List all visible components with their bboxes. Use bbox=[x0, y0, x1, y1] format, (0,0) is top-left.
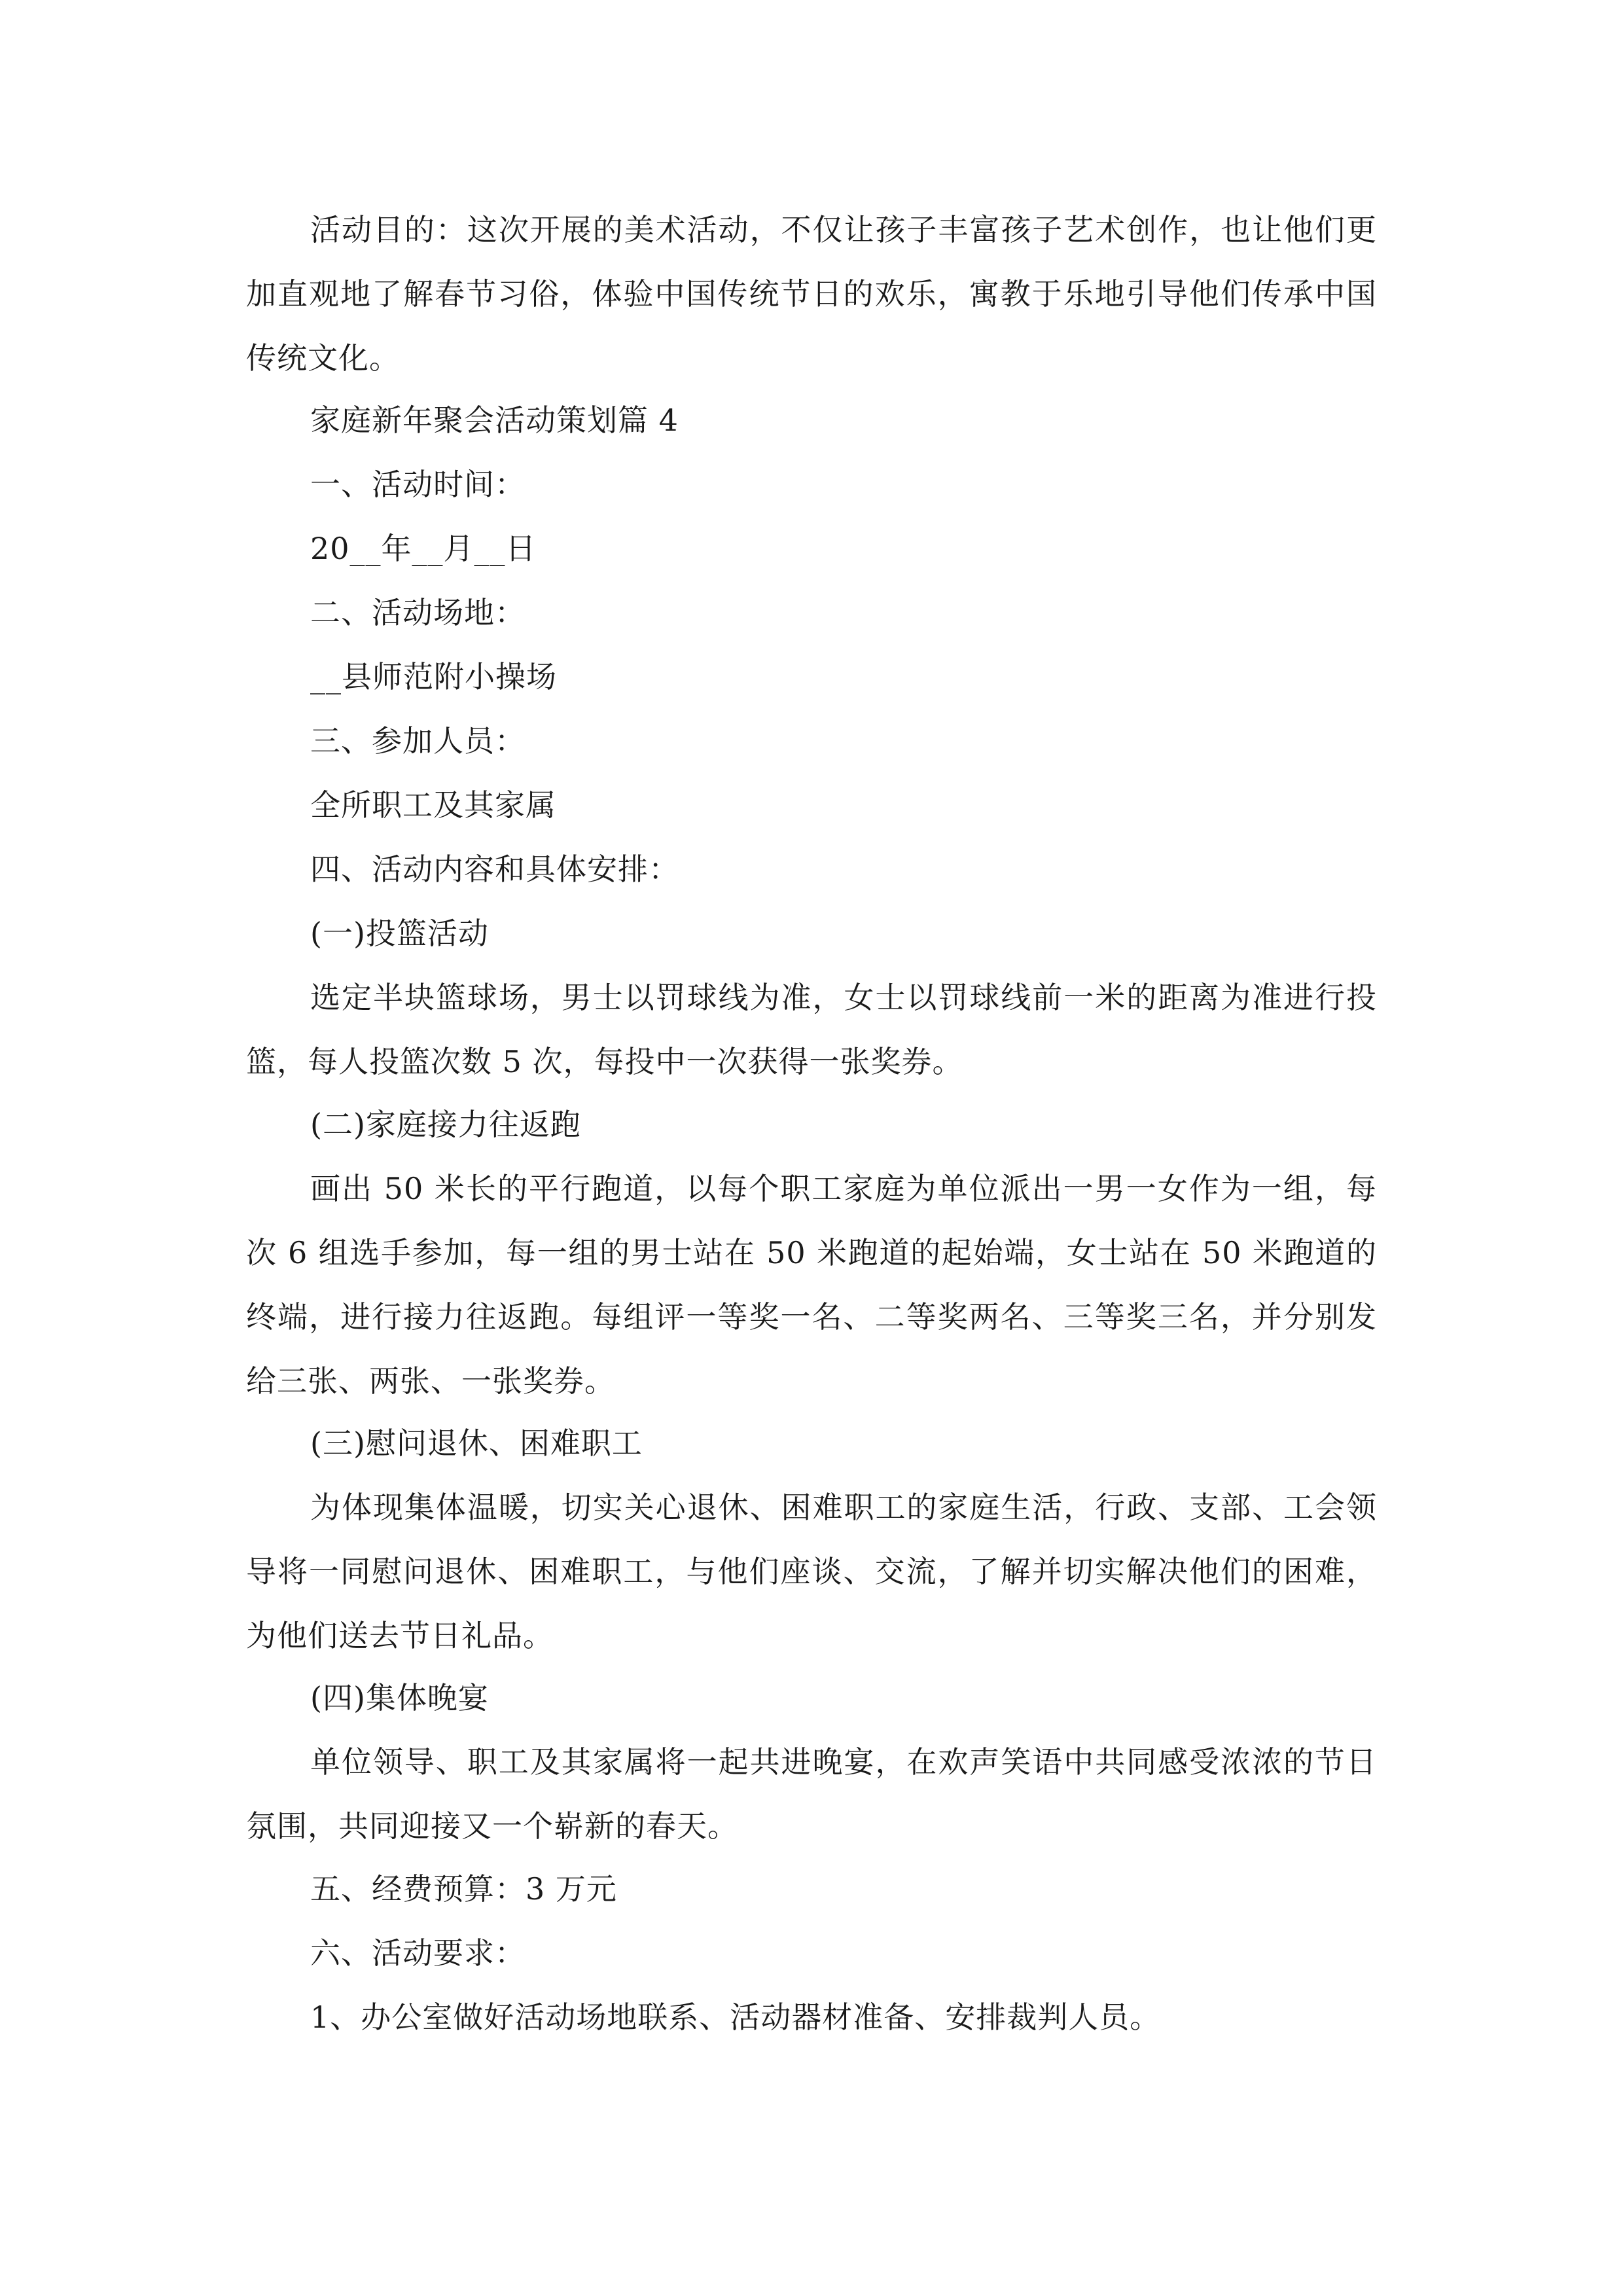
activity-venue: __县师范附小操场 bbox=[310, 659, 557, 694]
participants: 全所职工及其家属 bbox=[310, 787, 556, 823]
activity-date: 20__年__月__日 bbox=[310, 531, 537, 566]
heading-budget: 五、经费预算：3 万元 bbox=[310, 1871, 617, 1907]
heading-content-arrangement: 四、活动内容和具体安排： bbox=[310, 852, 679, 887]
paragraph-activity-purpose: 活动目的：这次开展的美术活动，不仅让孩子丰富孩子艺术创作，也让他们更加直观地了解春节习俗，体验中国传统节日的欢乐，寓教于乐地引导他们传承中国传统文化。 bbox=[246, 212, 1377, 376]
paragraph-visit: 为体现集体温暖，切实关心退休、困难职工的家庭生活，行政、支部、工会领导将一同慰问退休、困难职工，与他们座谈、交流，了解并切实解决他们的困难，为他们送去节日礼品。 bbox=[246, 1490, 1377, 1653]
subheading-basketball: (一)投篮活动 bbox=[310, 916, 489, 951]
section-title: 家庭新年聚会活动策划篇 4 bbox=[310, 403, 679, 438]
heading-activity-time: 一、活动时间： bbox=[310, 467, 526, 502]
subheading-relay: (二)家庭接力往返跑 bbox=[310, 1107, 581, 1142]
paragraph-banquet: 单位领导、职工及其家属将一起共进晚宴，在欢声笑语中共同感受浓浓的节日氛围，共同迎接又一个崭新的春天。 bbox=[246, 1744, 1377, 1844]
subheading-visit: (三)慰问退休、困难职工 bbox=[310, 1426, 643, 1461]
requirement-item-1: 1、办公室做好活动场地联系、活动器材准备、安排裁判人员。 bbox=[310, 2000, 1161, 2035]
subheading-banquet: (四)集体晚宴 bbox=[310, 1680, 489, 1715]
heading-participants: 三、参加人员： bbox=[310, 723, 526, 759]
heading-activity-venue: 二、活动场地： bbox=[310, 595, 526, 630]
heading-requirements: 六、活动要求： bbox=[310, 1935, 526, 1971]
paragraph-basketball: 选定半块篮球场，男士以罚球线为准，女士以罚球线前一米的距离为准进行投篮，每人投篮次数 5 次，每投中一次获得一张奖券。 bbox=[246, 980, 1377, 1079]
paragraph-relay: 画出 50 米长的平行跑道，以每个职工家庭为单位派出一男一女作为一组，每次 6 组选手参加，每一组的男士站在 50 米跑道的起始端，女士站在 50 米跑道的终端，进行接力往返跑。每组评一等奖一名、二等奖两名、三等奖三名，并分别发给三张、两张、一张奖券。 bbox=[246, 1171, 1377, 1399]
